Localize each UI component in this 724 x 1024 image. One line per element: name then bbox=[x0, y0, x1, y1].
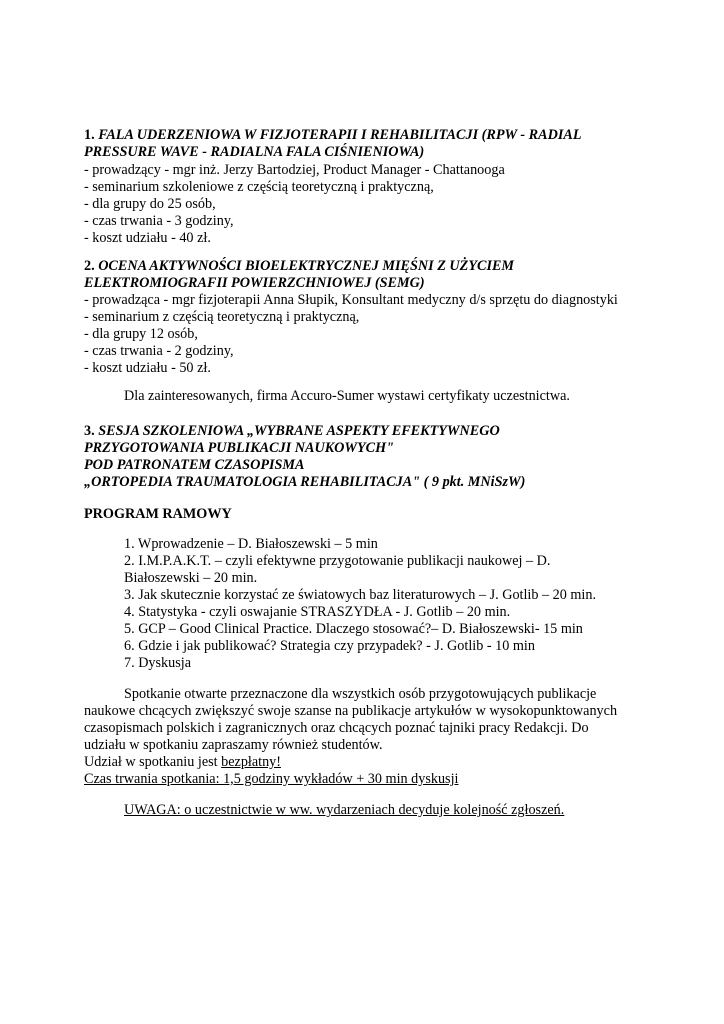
closing-paragraph-line: naukowe chcących zwiększyć swoje szanse na publikacje artykułów w wysokopunktowanych bbox=[84, 703, 618, 719]
program-item: 4. Statystyka - czyli oswajanie STRASZYDŁA - J. Gotlib – 20 min. bbox=[124, 604, 511, 620]
sec2-title-line1 bbox=[84, 258, 514, 275]
sec3-number: 3. bbox=[84, 423, 95, 439]
duration-line: Czas trwania spotkania: 1,5 godziny wykładów + 30 min dyskusji bbox=[84, 771, 459, 787]
closing-paragraph-line: czasopismach polskich i zagranicznych oraz chcących poznać tajniki pracy Redakcji. Do bbox=[84, 720, 589, 736]
program-item: 3. Jak skutecznie korzystać ze światowych baz literaturowych – J. Gotlib – 20 min. bbox=[124, 587, 596, 603]
program-item: 5. GCP – Good Clinical Practice. Dlaczego stosować?– D. Białoszewski- 15 min bbox=[124, 621, 583, 637]
sec3-title-line1 bbox=[84, 423, 500, 440]
sec1-title-line2: PRESSURE WAVE - RADIALNA FALA CIŚNIENIOWA) bbox=[84, 144, 425, 160]
sec3-title-line2: PRZYGOTOWANIA PUBLIKACJI NAUKOWYCH" bbox=[84, 440, 395, 456]
sec2-title-part1: OCENA AKTYWNOŚCI BIOELEKTRYCZNEJ MIĘŚNI Z UŻYCIEM bbox=[98, 258, 515, 274]
sec1-item: - dla grupy do 25 osób, bbox=[84, 196, 216, 212]
sec3-title-line4: „ORTOPEDIA TRAUMATOLOGIA REHABILITACJA" ( 9 pkt. MNiSzW) bbox=[84, 474, 526, 490]
sec1-item: - koszt udziału - 40 zł. bbox=[84, 230, 211, 246]
sec2-title-line2: ELEKTROMIOGRAFII POWIERZCHNIOWEJ (SEMG) bbox=[84, 275, 425, 291]
fee-value: bezpłatny! bbox=[221, 754, 281, 770]
sec2-item: - prowadząca - mgr fizjoterapii Anna Słupik, Konsultant medyczny d/s sprzętu do diagnostyki bbox=[84, 292, 618, 308]
sec1-item: - prowadzący - mgr inż. Jerzy Bartodziej, Product Manager - Chattanooga bbox=[84, 162, 505, 178]
program-heading: PROGRAM RAMOWY bbox=[84, 506, 232, 522]
sec2-certificate-note: Dla zainteresowanych, firma Accuro-Sumer wystawi certyfikaty uczestnictwa. bbox=[124, 388, 570, 404]
sec2-number: 2. bbox=[84, 258, 95, 274]
closing-paragraph-line: udziału w spotkaniu zapraszamy również studentów. bbox=[84, 737, 383, 753]
sec2-item: - czas trwania - 2 godziny, bbox=[84, 343, 234, 359]
sec1-item: - czas trwania - 3 godziny, bbox=[84, 213, 234, 229]
sec1-title-part1: FALA UDERZENIOWA W FIZJOTERAPII I REHABILITACJI (RPW - RADIAL bbox=[98, 127, 582, 143]
sec3-title-part1: SESJA SZKOLENIOWA „WYBRANE ASPEKTY EFEKTYWNEGO bbox=[98, 423, 500, 439]
program-item: 7. Dyskusja bbox=[124, 655, 191, 671]
sec1-title-line1 bbox=[84, 127, 582, 144]
warning-note: UWAGA: o uczestnictwie w ww. wydarzeniach decyduje kolejność zgłoszeń. bbox=[124, 802, 565, 818]
sec1-number: 1. bbox=[84, 127, 95, 143]
sec2-item: - seminarium z częścią teoretyczną i praktyczną, bbox=[84, 309, 360, 325]
sec3-title-line3: POD PATRONATEM CZASOPISMA bbox=[84, 457, 305, 473]
fee-prefix: Udział w spotkaniu jest bbox=[84, 754, 222, 770]
closing-paragraph-line: Spotkanie otwarte przeznaczone dla wszystkich osób przygotowujących publikacje bbox=[124, 686, 597, 702]
program-item: 1. Wprowadzenie – D. Białoszewski – 5 min bbox=[124, 536, 378, 552]
program-item: 6. Gdzie i jak publikować? Strategia czy przypadek? - J. Gotlib - 10 min bbox=[124, 638, 535, 654]
fee-line bbox=[84, 754, 281, 771]
sec2-item: - dla grupy 12 osób, bbox=[84, 326, 198, 342]
program-item: 2. I.M.P.A.K.T. – czyli efektywne przygotowanie publikacji naukowej – D. bbox=[124, 553, 551, 569]
program-item: Białoszewski – 20 min. bbox=[124, 570, 258, 586]
sec2-item: - koszt udziału - 50 zł. bbox=[84, 360, 211, 376]
sec1-item: - seminarium szkoleniowe z częścią teoretyczną i praktyczną, bbox=[84, 179, 434, 195]
